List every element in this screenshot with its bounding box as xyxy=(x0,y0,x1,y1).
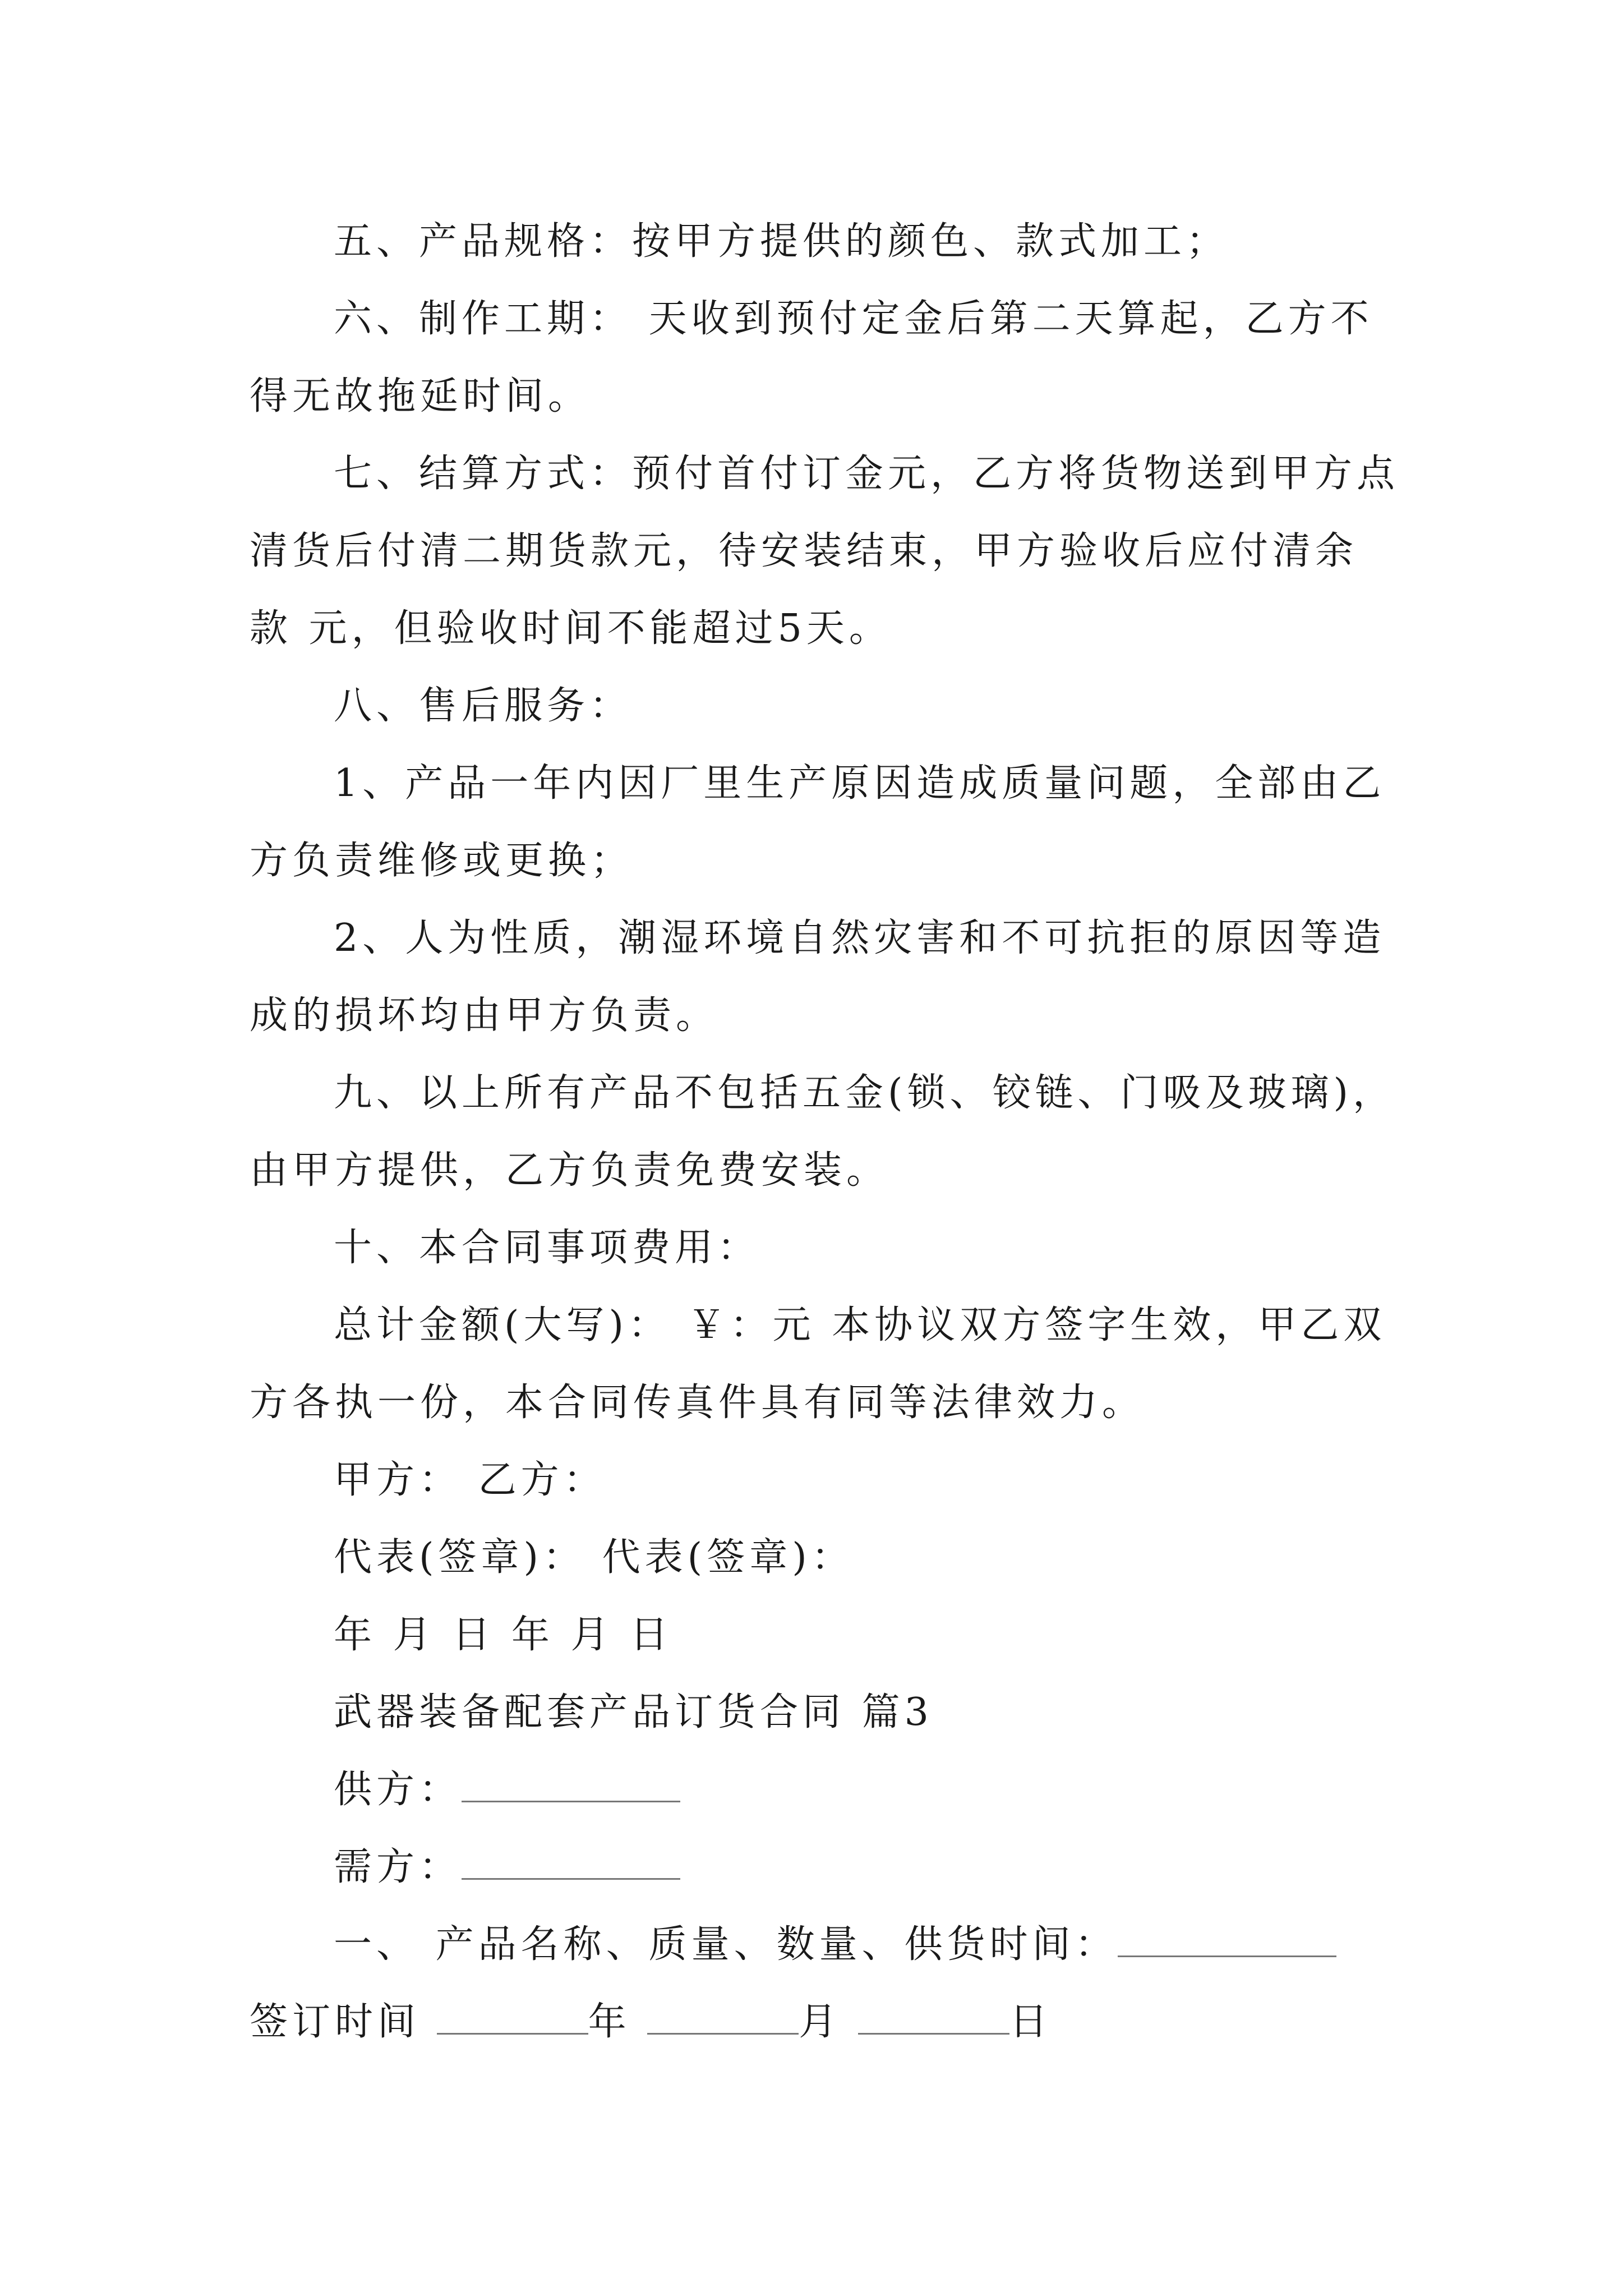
sign-day-blank[interactable] xyxy=(858,2000,1009,2035)
item-one-label: 一、 产品名称、质量、数量、供货时间： xyxy=(334,1922,1118,1967)
clause-seven-settlement: 七、结算方式：预付首付订金元，乙方将货物送到甲方点清货后付清二期货款元，待安装结束，甲方验收后应付清余款 元，但验收时间不能超过5天。 xyxy=(250,452,1400,651)
item-one-blank[interactable] xyxy=(1118,1923,1336,1957)
contract-body xyxy=(250,203,1399,2061)
clause-nine-hardware: 九、以上所有产品不包括五金(锁、铰链、门吸及玻璃)，由甲方提供，乙方负责免费安装。 xyxy=(250,1071,1396,1193)
buyer-label: 需方： xyxy=(334,1845,462,1889)
item-one-line xyxy=(250,1906,1399,1984)
sign-time-label: 签订时间 xyxy=(250,2000,421,2044)
total-amount-clause: 总计金额(大写)： ￥：元 本协议双方签字生效，甲乙双方各执一份，本合同传真件具有同等法律效力。 xyxy=(250,1303,1386,1425)
after-sales-item-2: 2、人为性质，潮湿环境自然灾害和不可抗拒的原因等造成的损坏均由甲方负责。 xyxy=(250,916,1386,1038)
sign-year-label: 年 xyxy=(588,2000,631,2044)
buyer-blank[interactable] xyxy=(462,1846,680,1880)
clause-six-production-period: 六、制作工期： 天收到预付定金后第二天算起，乙方不得无故拖延时间。 xyxy=(250,297,1373,418)
section-title-contract-3: 武器装备配套产品订货合同 篇3 xyxy=(334,1690,933,1734)
clause-eight-after-sales: 八、售后服务： xyxy=(334,684,633,728)
representative-labels: 代表(签章)： 代表(签章)： xyxy=(334,1535,854,1580)
supplier-label: 供方： xyxy=(334,1768,462,1812)
clause-ten-fees: 十、本合同事项费用： xyxy=(334,1226,760,1270)
supplier-blank[interactable] xyxy=(462,1768,680,1802)
sign-month-label: 月 xyxy=(799,2000,842,2044)
buyer-line xyxy=(250,1829,1399,1906)
sign-day-label: 日 xyxy=(1009,2000,1052,2044)
sign-time-line xyxy=(250,1984,1399,2061)
clause-five-product-spec: 五、产品规格：按甲方提供的颜色、款式加工； xyxy=(334,219,1229,264)
sign-month-blank[interactable] xyxy=(647,2000,799,2035)
supplier-line xyxy=(250,1751,1399,1829)
party-labels: 甲方： 乙方： xyxy=(334,1458,606,1502)
date-labels: 年 月 日 年 月 日 xyxy=(334,1613,673,1657)
sign-year-blank[interactable] xyxy=(437,2000,588,2035)
after-sales-item-1: 1、产品一年内因厂里生产原因造成质量问题，全部由乙方负责维修或更换； xyxy=(250,761,1386,883)
